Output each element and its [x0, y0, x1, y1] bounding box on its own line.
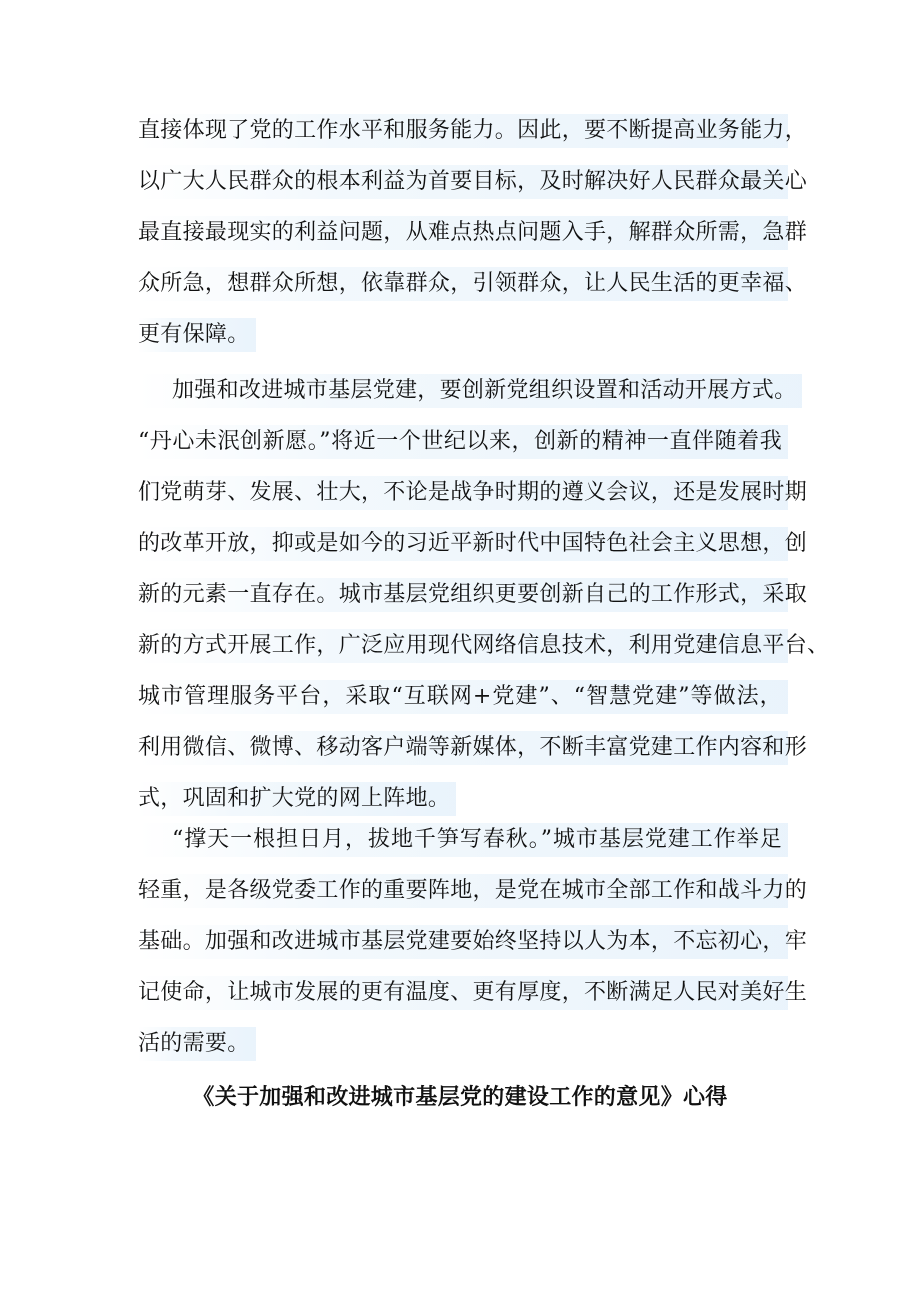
paragraph-1-line-3: 最直接最现实的利益问题，从难点热点问题入手，解群众所需，急群: [138, 216, 788, 250]
paragraph-2-line-8: 利用微信、微博、移动客户端等新媒体，不断丰富党建工作内容和形: [138, 731, 788, 765]
paragraph-3-line-3: 基础。加强和改进城市基层党建要始终坚持以人为本，不忘初心，牢: [138, 925, 788, 959]
paragraph-3-line-5: 活的需要。: [138, 1027, 256, 1061]
paragraph-2-line-5: 新的元素一直存在。城市基层党组织更要创新自己的工作形式，采取: [138, 578, 788, 612]
document-title: 《关于加强和改进城市基层党的建设工作的意见》心得: [192, 1084, 728, 1110]
paragraph-3-line-2: 轻重，是各级党委工作的重要阵地，是党在城市全部工作和战斗力的: [138, 874, 788, 908]
paragraph-2-line-6: 新的方式开展工作，广泛应用现代网络信息技术，利用党建信息平台、: [138, 629, 788, 663]
paragraph-1-line-5: 更有保障。: [138, 318, 256, 352]
paragraph-2-line-9: 式，巩固和扩大党的网上阵地。: [138, 782, 456, 816]
paragraph-1-line-4: 众所急，想群众所想，依靠群众，引领群众，让人民生活的更幸福、: [138, 267, 788, 301]
paragraph-2-line-1: 加强和改进城市基层党建，要创新党组织设置和活动开展方式。: [138, 374, 802, 408]
paragraph-2-line-4: 的改革开放，抑或是如今的习近平新时代中国特色社会主义思想，创: [138, 527, 788, 561]
paragraph-1-line-2: 以广大人民群众的根本利益为首要目标，及时解决好人民群众最关心: [138, 165, 788, 199]
paragraph-2-line-7: 城市管理服务平台，采取“互联网+党建”、“智慧党建”等做法，: [138, 680, 788, 714]
paragraph-2-line-3: 们党萌芽、发展、壮大，不论是战争时期的遵义会议，还是发展时期: [138, 476, 788, 510]
paragraph-2-line-2: “丹心未泯创新愿。”将近一个世纪以来，创新的精神一直伴随着我: [138, 425, 788, 459]
paragraph-1-line-1: 直接体现了党的工作水平和服务能力。因此，要不断提高业务能力，: [138, 114, 788, 148]
paragraph-3-line-4: 记使命，让城市发展的更有温度、更有厚度，不断满足人民对美好生: [138, 976, 788, 1010]
paragraph-3-line-1: “撑天一根担日月，拔地千笋写春秋。”城市基层党建工作举足: [138, 823, 788, 857]
